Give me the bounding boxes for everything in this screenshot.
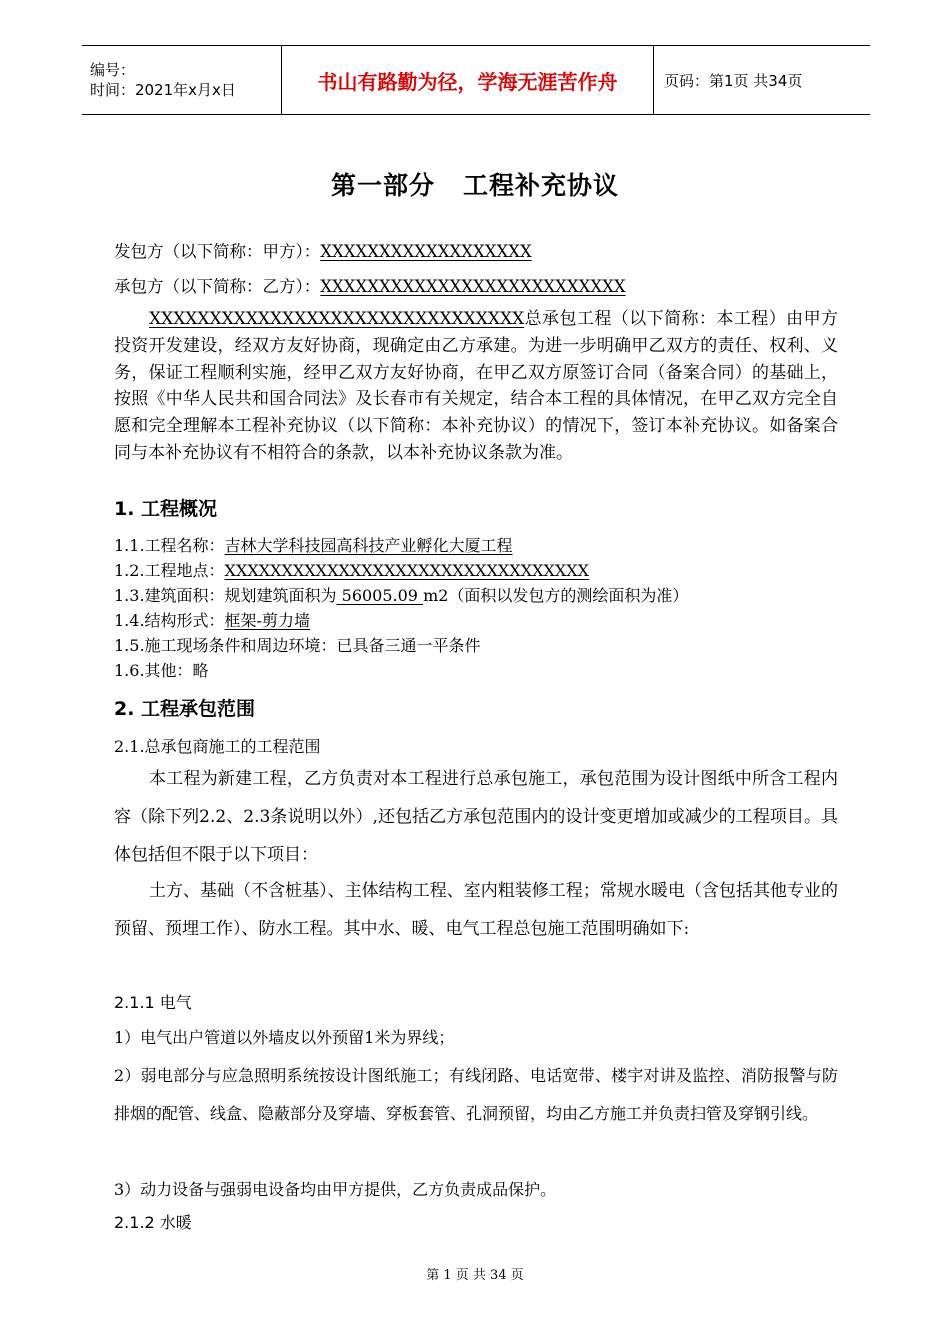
item-structure: 1.4.结构形式：框架-剪力墙 [114, 611, 310, 630]
title-part: 第一部分 [330, 171, 435, 200]
page-info: 页码：第1页 共34页 [664, 71, 803, 90]
section2-paragraph2: 土方、基础（不含桩基）、主体结构工程、室内粗装修工程；常规水暖电（含包括其他专业的预留、预埋工作）、防水工程。其中水、暖、电气工程总包施工范围明确如下: [114, 881, 838, 939]
contractor-label: 承包方（以下简称：乙方）： [114, 277, 321, 296]
page-footer: 第 1 页 共 34 页 [426, 1268, 524, 1283]
electric-item-1: 1）电气出户管道以外墙皮以外预留1米为界线； [114, 1028, 455, 1047]
time-label: 时间：2021年x月x日 [90, 81, 236, 99]
document-title [0, 166, 950, 202]
electric-item-3: 3）动力设备与强弱电设备均由甲方提供，乙方负责成品保护。 [114, 1180, 557, 1199]
contractor-name: XXXXXXXXXXXXXXXXXXXXXXXXXX [320, 277, 626, 296]
section1-heading: 1. 工程概况 [114, 498, 218, 520]
contractor-line [114, 273, 626, 297]
item-project-name: 1.1.工程名称：吉林大学科技园高科技产业孵化大厦工程 [114, 536, 513, 555]
section2-paragraph1: 本工程为新建工程，乙方负责对本工程进行总承包施工，承包范围为设计图纸中所含工程内容（除下列2.2、2.3条说明以外）,还包括乙方承包范围内的设计变更增加或减少的工程项目。具体包括但不限于以下项目： [114, 769, 838, 865]
electric-item-2: 2）弱电部分与应急照明系统按设计图纸施工；有线闭路、电话宽带、楼宇对讲及监控、消防报警与防排烟的配管、线盒、隐蔽部分及穿墙、穿板套管、孔洞预留，均由乙方施工并负责扫管及穿钢引线。 [114, 1066, 838, 1123]
motto: 书山有路勤为径，学海无涯苦作舟 [317, 69, 618, 94]
section2-sub1: 2.1.总承包商施工的工程范围 [114, 737, 321, 756]
employer-line [114, 238, 532, 262]
item-site-condition: 1.5.施工现场条件和周边环境：已具备三通一平条件 [114, 636, 481, 655]
header-meta [82, 46, 282, 114]
header-page-info-cell [654, 46, 870, 114]
header-table [82, 45, 870, 115]
number-label: 编号： [90, 61, 136, 79]
header-motto-cell [282, 46, 654, 114]
intro-project-name: XXXXXXXXXXXXXXXXXXXXXXXXXXXXXXX [149, 309, 525, 329]
item-building-area: 1.3.建筑面积：规划建筑面积为 56005.09 m2（面积以发包方的测绘面积为准） [114, 586, 689, 605]
water-heating-heading: 2.1.2 水暖 [114, 1213, 192, 1232]
intro-text: 总承包工程（以下简称：本工程）由甲方投资开发建设，经双方友好协商，现确定由乙方承建。为进一步明确甲乙双方的责任、权利、义务，保证工程顺利实施，经甲乙双方友好协商，在甲乙双方原签订合同（备案合同）的基础上，按照《中华人民共和国合同法》及长春市有关规定，结合本工程的具体情况，在甲乙双方完全自愿和完全理解本工程补充协议（以下简称：本补充协议）的情况下，签订本补充协议。如备案合同与本补充协议有不相符合的条款，以本补充协议条款为准。 [114, 309, 838, 463]
section2-heading: 2. 工程承包范围 [114, 698, 256, 720]
item-other: 1.6.其他：略 [114, 661, 209, 680]
item-project-location: 1.2.工程地点：XXXXXXXXXXXXXXXXXXXXXXXXXXXXXXXX [114, 561, 590, 580]
employer-label: 发包方（以下简称：甲方）： [114, 242, 321, 261]
intro-paragraph [114, 306, 838, 467]
electric-heading: 2.1.1 电气 [114, 993, 192, 1012]
employer-name: XXXXXXXXXXXXXXXXXX [320, 242, 532, 261]
title-name: 工程补充协议 [463, 171, 620, 200]
